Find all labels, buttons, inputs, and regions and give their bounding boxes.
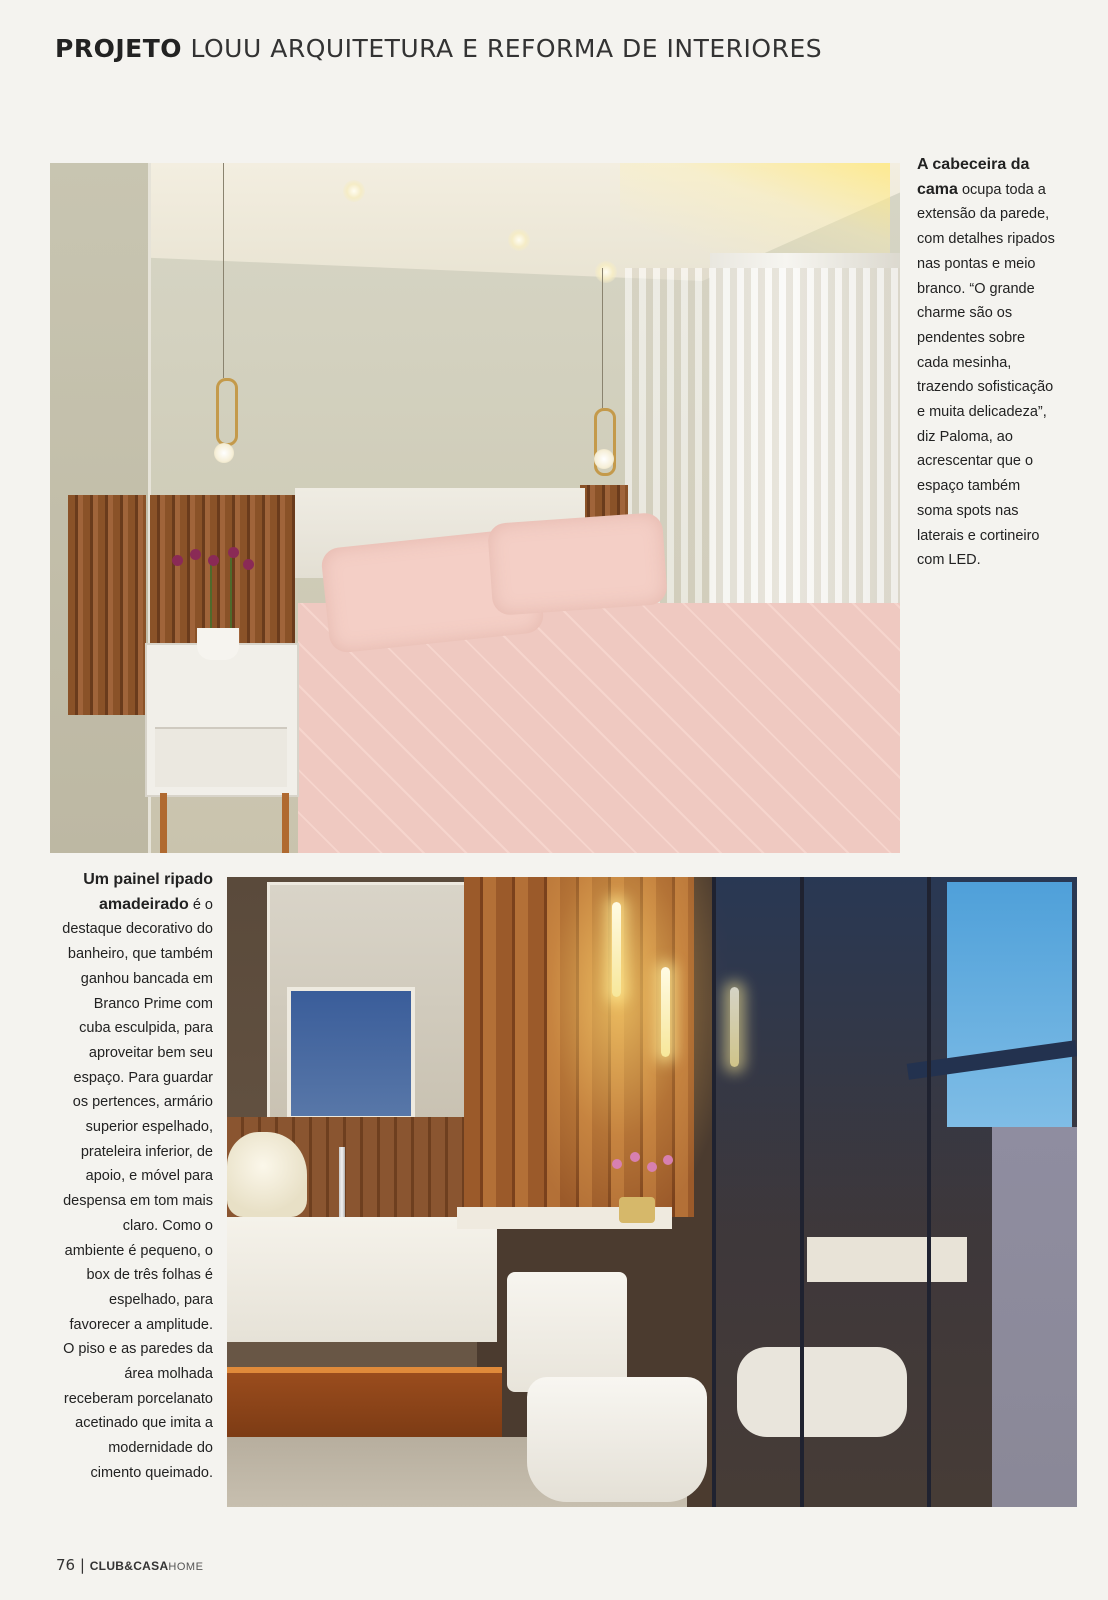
project-title: LOUU ARQUITETURA E REFORMA DE INTERIORES bbox=[190, 34, 823, 63]
wooden-shelf bbox=[227, 1367, 502, 1443]
bathroom-caption-lead: Um painel ripado amadeirado bbox=[83, 871, 213, 913]
orchid-pot bbox=[619, 1197, 655, 1223]
ceiling-spot bbox=[343, 180, 365, 202]
orchid-flower bbox=[663, 1155, 673, 1165]
nightstand-leg bbox=[282, 793, 289, 853]
box-frame bbox=[927, 877, 931, 1507]
pendant-bulb bbox=[214, 443, 234, 463]
orchid-flower bbox=[612, 1159, 622, 1169]
box-frame bbox=[800, 877, 804, 1507]
door-panel bbox=[992, 1127, 1077, 1507]
orchid-flower bbox=[630, 1152, 640, 1162]
toilet-reflection bbox=[737, 1347, 907, 1437]
pendant-cord bbox=[602, 268, 603, 408]
ceiling-spot bbox=[595, 261, 617, 283]
orchid-vase bbox=[197, 628, 239, 660]
ceiling-spot bbox=[508, 229, 530, 251]
orchid-flower bbox=[228, 547, 239, 558]
pendant-glow bbox=[547, 877, 727, 1217]
orchid-flower bbox=[190, 549, 201, 560]
section-label: PROJETO bbox=[55, 34, 183, 63]
pendant-lamp bbox=[216, 378, 238, 446]
page-number: 76 bbox=[56, 1556, 76, 1574]
pendant-bulb bbox=[594, 449, 614, 469]
bathroom-photo bbox=[227, 877, 1077, 1507]
bathroom-caption bbox=[60, 868, 213, 1486]
bedroom-caption-body: ocupa toda a extensão da parede, com detalhes ripados nas pontas e meio branco. “O grande charme são os pendentes sobre cada mesinha, trazendo sofisticação e muita delicadeza”, diz Paloma, ao acrescentar que o espaço também soma spots nas laterais e cortineiro com LED. bbox=[917, 181, 1055, 569]
crystal-pendant-lamp bbox=[661, 967, 670, 1057]
slatted-panel-reflection bbox=[68, 495, 146, 715]
toilet-bowl bbox=[527, 1377, 707, 1502]
page-header bbox=[55, 34, 822, 63]
page-footer bbox=[56, 1556, 203, 1574]
nightstand bbox=[145, 643, 299, 797]
orchid-stem bbox=[210, 563, 212, 633]
pillow bbox=[487, 512, 668, 616]
crystal-pendant-lamp bbox=[612, 902, 621, 997]
box-frame bbox=[712, 877, 716, 1507]
white-vanity bbox=[227, 1217, 497, 1342]
tissue-holder bbox=[227, 1132, 307, 1217]
magazine-name: CLUB&CASA bbox=[89, 1559, 169, 1573]
sink-reflection bbox=[807, 1237, 967, 1282]
orchid-flower bbox=[208, 555, 219, 566]
pendant-reflection bbox=[730, 987, 739, 1067]
nightstand-drawer bbox=[155, 727, 287, 787]
faucet bbox=[339, 1147, 345, 1217]
orchid-flower bbox=[243, 559, 254, 570]
footer-separator: | bbox=[79, 1556, 85, 1574]
orchid-stem bbox=[230, 558, 232, 633]
bedroom-photo bbox=[50, 163, 900, 853]
mirror-reflection bbox=[287, 987, 415, 1120]
bathroom-caption-body: é o destaque decorativo do banheiro, que também ganhou bancada em Branco Prime com cuba esculpida, para aproveitar bem seu espaço. Para guardar os pertences, armário superior espelhado, prateleira inferior, de apoio, e móvel para despensa em tom mais claro. Como o ambiente é pequeno, o box de três folhas é espelhado, para favorecer a amplitude. O piso e as paredes da área molhada receberam porcelanato acetinado que imita a modernidade do cimento queimado. bbox=[62, 896, 213, 1481]
orchid-flower bbox=[172, 555, 183, 566]
bathroom-window bbox=[947, 882, 1072, 1127]
bedroom-caption-lead: A cabeceira da cama bbox=[917, 156, 1030, 198]
orchid-flower bbox=[647, 1162, 657, 1172]
magazine-edition: HOME bbox=[168, 1561, 204, 1573]
nightstand-leg bbox=[160, 793, 167, 853]
bedroom-caption bbox=[917, 153, 1057, 573]
toilet-tank bbox=[507, 1272, 627, 1392]
pendant-cord bbox=[223, 163, 224, 378]
